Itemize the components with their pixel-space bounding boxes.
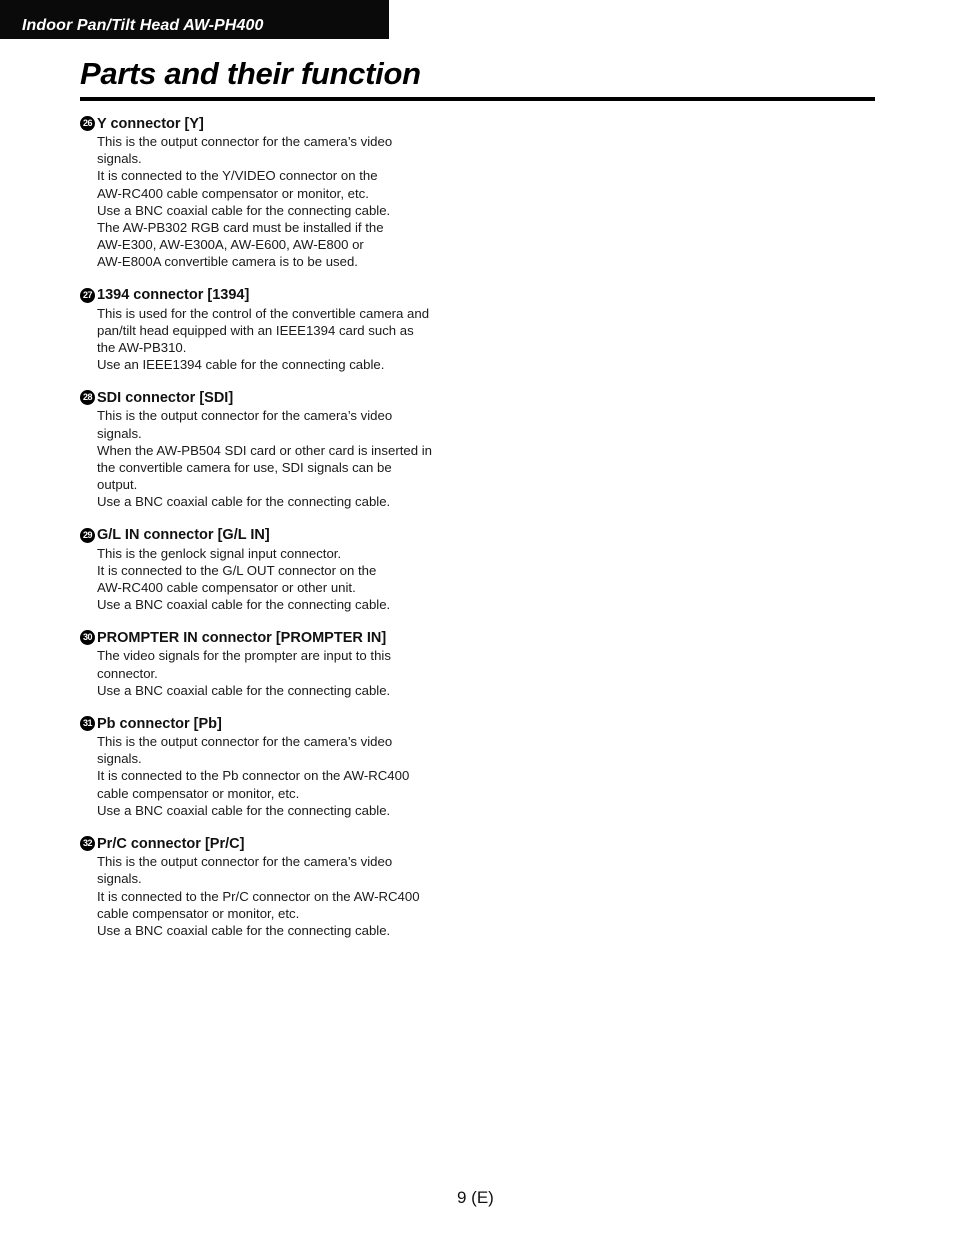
body-line: output.: [97, 477, 138, 493]
body-line: Use a BNC coaxial cable for the connecting cable.: [97, 494, 391, 510]
body-line: signals.: [97, 751, 142, 767]
section-title: PROMPTER IN connector [PROMPTER IN]: [97, 629, 387, 646]
section-body: [97, 853, 480, 939]
section-body: [97, 545, 480, 614]
page-number: 9 (E): [457, 1188, 494, 1207]
body-line: connector.: [97, 665, 158, 681]
body-line: This is the output connector for the camera’s video: [97, 734, 393, 750]
body-line: cable compensator or monitor, etc.: [97, 905, 300, 921]
body-line: Use a BNC coaxial cable for the connecting cable.: [97, 202, 391, 218]
body-line: AW-RC400 cable compensator or monitor, etc.: [97, 185, 369, 201]
body-line: AW-E800A convertible camera is to be used.: [97, 254, 358, 270]
circled-number-icon: 30: [80, 630, 95, 645]
body-line: This is used for the control of the convertible camera and: [97, 305, 430, 321]
body-line: Use an IEEE1394 cable for the connecting cable.: [97, 357, 385, 373]
body-line: Use a BNC coaxial cable for the connecting cable.: [97, 922, 391, 938]
body-line: cable compensator or monitor, etc.: [97, 785, 300, 801]
body-line: It is connected to the Y/VIDEO connector on the: [97, 168, 378, 184]
body-line: The video signals for the prompter are input to this: [97, 648, 391, 664]
connector-section: [80, 286, 480, 374]
body-line: the AW-PB310.: [97, 340, 187, 356]
page-title: Parts and their function: [80, 56, 421, 91]
body-line: pan/tilt head equipped with an IEEE1394 card such as: [97, 322, 414, 338]
section-body: [97, 133, 480, 271]
section-title: Pr/C connector [Pr/C]: [97, 835, 245, 852]
section-heading: [80, 526, 480, 545]
body-line: It is connected to the Pb connector on the AW-RC400: [97, 768, 410, 784]
body-line: Use a BNC coaxial cable for the connecting cable.: [97, 682, 391, 698]
connector-section: [80, 714, 480, 819]
section-heading: [80, 114, 480, 133]
circled-number-icon: 28: [80, 390, 95, 405]
connector-section: [80, 834, 480, 939]
connector-section: [80, 628, 480, 699]
connector-section: [80, 114, 480, 271]
section-title: Pb connector [Pb]: [97, 715, 222, 732]
body-line: The AW-PB302 RGB card must be installed if the: [97, 220, 384, 236]
circled-number-icon: 29: [80, 528, 95, 543]
section-title: SDI connector [SDI]: [97, 389, 234, 406]
header-label: Indoor Pan/Tilt Head AW-PH400: [22, 17, 264, 34]
section-heading: [80, 834, 480, 853]
circled-number-icon: 31: [80, 716, 95, 731]
section-body: [97, 305, 480, 374]
section-title: Y connector [Y]: [97, 115, 204, 132]
body-line: Use a BNC coaxial cable for the connecting cable.: [97, 597, 391, 613]
body-line: When the AW-PB504 SDI card or other card is inserted in: [97, 442, 432, 458]
body-line: It is connected to the G/L OUT connector on the: [97, 562, 377, 578]
body-line: It is connected to the Pr/C connector on the AW-RC400: [97, 888, 420, 904]
body-line: Use a BNC coaxial cable for the connecting cable.: [97, 802, 391, 818]
body-line: AW-RC400 cable compensator or other unit.: [97, 580, 356, 596]
connector-section: [80, 388, 480, 510]
body-line: This is the genlock signal input connector.: [97, 545, 342, 561]
body-line: signals.: [97, 151, 142, 167]
connector-section: [80, 526, 480, 614]
circled-number-icon: 32: [80, 836, 95, 851]
title-divider: [80, 97, 875, 101]
section-heading: [80, 286, 480, 305]
body-line: This is the output connector for the camera’s video: [97, 408, 393, 424]
section-heading: [80, 714, 480, 733]
body-line: This is the output connector for the camera’s video: [97, 854, 393, 870]
section-title: 1394 connector [1394]: [97, 287, 250, 304]
section-heading: [80, 388, 480, 407]
circled-number-icon: 27: [80, 288, 95, 303]
sections-list: [80, 114, 480, 954]
section-heading: [80, 628, 480, 647]
section-body: [97, 733, 480, 819]
body-line: AW-E300, AW-E300A, AW-E600, AW-E800 or: [97, 237, 364, 253]
body-line: signals.: [97, 425, 142, 441]
body-line: the convertible camera for use, SDI signals can be: [97, 460, 392, 476]
section-body: [97, 647, 480, 699]
header-tab: [0, 0, 389, 39]
section-body: [97, 407, 480, 510]
circled-number-icon: 26: [80, 116, 95, 131]
body-line: signals.: [97, 871, 142, 887]
section-title: G/L IN connector [G/L IN]: [97, 527, 270, 544]
body-line: This is the output connector for the camera’s video: [97, 134, 393, 149]
